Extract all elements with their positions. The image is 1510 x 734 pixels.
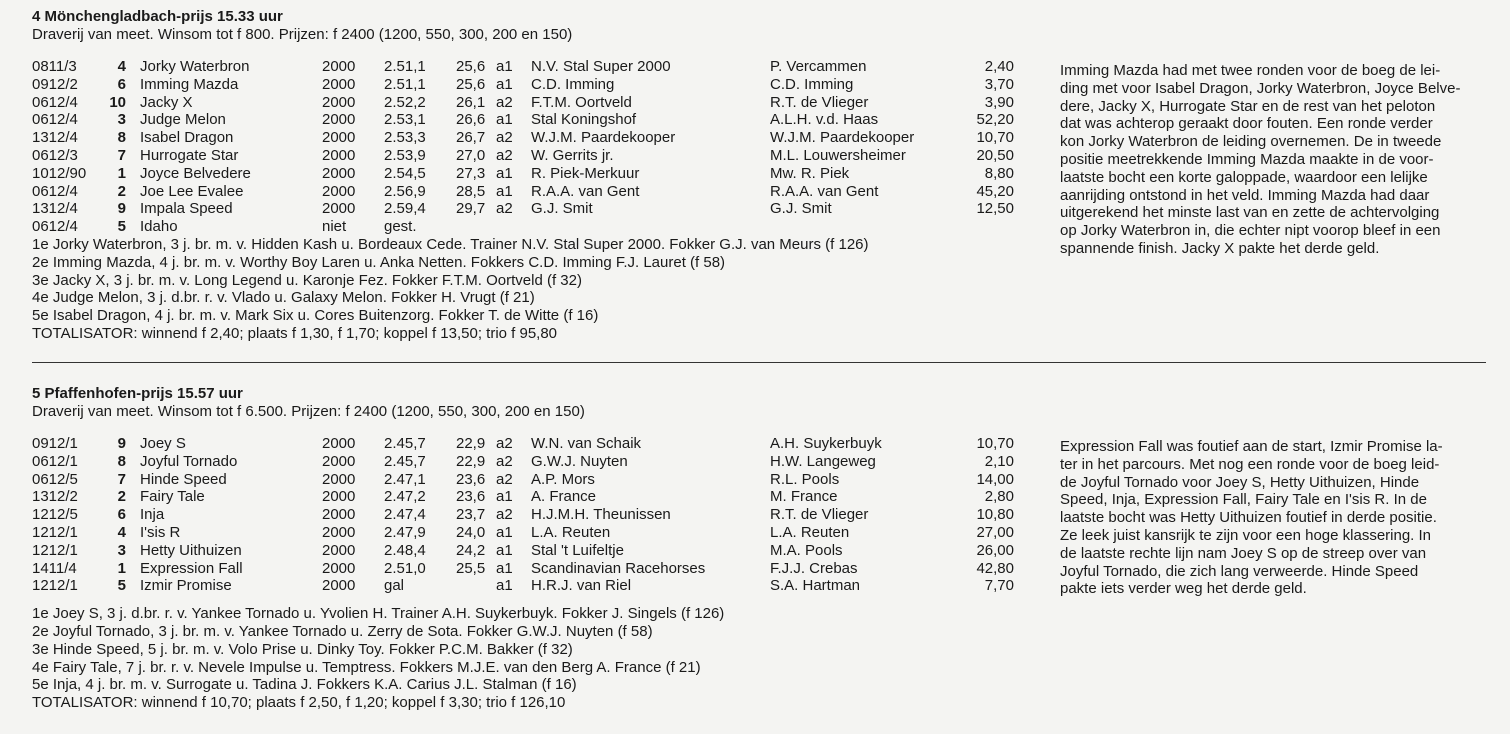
start-position: a1 — [496, 164, 513, 182]
race-time: 2.59,4 — [384, 200, 426, 218]
race-date-code: 0612/4 — [32, 182, 78, 200]
km-time: 27,0 — [456, 146, 486, 164]
driver: R.T. de Vlieger — [770, 506, 869, 524]
odds: 2,40 — [984, 58, 1014, 75]
odds: 26,00 — [976, 541, 1014, 559]
start-position: a2 — [496, 470, 513, 488]
horse-name: Isabel Dragon — [140, 129, 234, 147]
horse-name: Joe Lee Evalee — [140, 182, 244, 200]
driver: P. Vercammen — [770, 58, 867, 75]
driver: A.H. Suykerbuyk — [770, 435, 882, 452]
start-number: 4 — [117, 58, 126, 75]
km-time: 27,3 — [456, 164, 486, 182]
start-position: a2 — [496, 200, 513, 218]
driver: R.T. de Vlieger — [770, 93, 869, 111]
race-conditions: Draverij van meet. Winsom tot f 800. Prijzen: f 2400 (1200, 550, 300, 200 en 150) — [32, 26, 573, 43]
odds: 2,10 — [984, 452, 1014, 470]
km-time: 25,6 — [456, 58, 486, 75]
race-time: 2.51,1 — [384, 58, 426, 75]
start-position: a2 — [496, 129, 513, 147]
distance: 2000 — [322, 129, 356, 147]
distance: 2000 — [322, 435, 356, 452]
race-date-code: 1312/4 — [32, 200, 78, 218]
odds: 3,70 — [984, 75, 1014, 93]
placing-line: 2e Imming Mazda, 4 j. br. m. v. Worthy Boy Laren u. Anka Netten. Fokkers C.D. Imming F.J. Lauret (f 58) — [32, 253, 726, 271]
distance: 2000 — [322, 93, 356, 111]
totalisator-line: TOTALISATOR: winnend f 10,70; plaats f 2,50, f 1,20; koppel f 3,30; trio f 126,10 — [32, 694, 566, 712]
odds: 10,80 — [976, 506, 1014, 524]
odds: 12,50 — [976, 200, 1014, 218]
driver: L.A. Reuten — [770, 523, 850, 541]
owner: Scandinavian Racehorses — [531, 559, 706, 577]
owner: G.W.J. Nuyten — [531, 452, 628, 470]
race-time: gal — [384, 577, 405, 595]
odds: 42,80 — [976, 559, 1014, 577]
race-date-code: 0612/4 — [32, 111, 78, 129]
km-time: 23,6 — [456, 488, 486, 506]
race-time: 2.52,2 — [384, 93, 426, 111]
odds: 20,50 — [976, 146, 1014, 164]
owner: Stal 't Luifeltje — [531, 541, 624, 559]
distance: 2000 — [322, 111, 356, 129]
race-time: 2.45,7 — [384, 435, 426, 452]
distance: 2000 — [322, 488, 356, 506]
owner: G.J. Smit — [531, 200, 593, 218]
owner: N.V. Stal Super 2000 — [531, 58, 671, 75]
owner: A.P. Mors — [531, 470, 595, 488]
km-time: 29,7 — [456, 200, 486, 218]
race-conditions: Draverij van meet. Winsom tot f 6.500. Prijzen: f 2400 (1200, 550, 300, 200 en 150) — [32, 403, 585, 420]
distance: 2000 — [322, 58, 356, 75]
race-date-code: 0912/1 — [32, 435, 78, 452]
driver: Mw. R. Piek — [770, 164, 850, 182]
race-time: 2.45,7 — [384, 452, 426, 470]
race-time: 2.53,1 — [384, 111, 426, 129]
km-time: 25,5 — [456, 559, 486, 577]
distance: 2000 — [322, 182, 356, 200]
distance: niet — [322, 218, 347, 236]
distance: 2000 — [322, 75, 356, 93]
start-position: a1 — [496, 58, 513, 75]
owner: L.A. Reuten — [531, 523, 611, 541]
race-date-code: 1411/4 — [32, 559, 77, 577]
start-number: 2 — [117, 182, 126, 200]
race-time: 2.47,1 — [384, 470, 426, 488]
start-position: a1 — [496, 559, 513, 577]
start-number: 8 — [117, 452, 126, 470]
odds: 27,00 — [976, 523, 1014, 541]
odds: 3,90 — [984, 93, 1014, 111]
race-report: Expression Fall was foutief aan de start, Izmir Promise la- ter in het parcours. Met nog een ronde voor de boeg leid- de Joyful Tornado voor Joey S, Hetty Uithuizen, Hinde Speed, Inja, Expression Fall, Fairy Tale en I'sis R. In de laatste bocht was Hetty Uithuizen foutief in derde positie. Ze leek juist kansrijk te zijn voor een hoge klassering. In de laatste rechte lijn nam Joey S op de streep over van Joyful Tornado, die zich lang verweerde. Hinde Speed pakte iets verder weg het derde geld. — [1060, 438, 1443, 598]
start-position: a1 — [496, 182, 513, 200]
placing-line: 3e Hinde Speed, 5 j. br. m. v. Volo Prise u. Dinky Toy. Fokker P.C.M. Bakker (f 32) — [32, 640, 573, 658]
start-number: 8 — [117, 129, 126, 147]
horse-name: Jacky X — [140, 93, 193, 111]
distance: 2000 — [322, 577, 356, 595]
race-date-code: 1212/1 — [32, 577, 78, 595]
start-position: a2 — [496, 452, 513, 470]
driver: M. France — [770, 488, 838, 506]
start-number: 10 — [109, 93, 126, 111]
owner: F.T.M. Oortveld — [531, 93, 632, 111]
race-date-code: 1312/4 — [32, 129, 78, 147]
km-time: 24,2 — [456, 541, 486, 559]
driver: H.W. Langeweg — [770, 452, 876, 470]
horse-name: Hetty Uithuizen — [140, 541, 242, 559]
owner: W.N. van Schaik — [531, 435, 642, 452]
start-number: 9 — [117, 435, 126, 452]
start-position: a1 — [496, 75, 513, 93]
placing-line: 5e Isabel Dragon, 4 j. br. m. v. Mark Six u. Cores Buitenzorg. Fokker T. de Witte (f 16) — [32, 307, 599, 325]
race-date-code: 0612/1 — [32, 452, 78, 470]
start-position: a2 — [496, 93, 513, 111]
odds: 14,00 — [976, 470, 1014, 488]
driver: A.L.H. v.d. Haas — [770, 111, 879, 129]
distance: 2000 — [322, 541, 356, 559]
horse-name: Hinde Speed — [140, 470, 227, 488]
km-time: 26,7 — [456, 129, 486, 147]
odds: 10,70 — [976, 435, 1014, 452]
odds: 7,70 — [984, 577, 1014, 595]
race-title: 4 Mönchengladbach-prijs 15.33 uur — [32, 8, 283, 25]
race-date-code: 0612/4 — [32, 93, 78, 111]
race-date-code: 1312/2 — [32, 488, 78, 506]
race-time: 2.54,5 — [384, 164, 426, 182]
start-number: 1 — [117, 559, 126, 577]
race-time: 2.56,9 — [384, 182, 426, 200]
driver: G.J. Smit — [770, 200, 832, 218]
placing-line: 4e Judge Melon, 3 j. d.br. r. v. Vlado u. Galaxy Melon. Fokker H. Vrugt (f 21) — [32, 289, 535, 307]
km-time: 25,6 — [456, 75, 486, 93]
race-time: 2.47,9 — [384, 523, 426, 541]
placing-line: 5e Inja, 4 j. br. m. v. Surrogate u. Tadina J. Fokkers K.A. Carius J.L. Stalman (f 16) — [32, 676, 577, 694]
driver: R.L. Pools — [770, 470, 840, 488]
driver: M.L. Louwersheimer — [770, 146, 906, 164]
placing-line: 1e Jorky Waterbron, 3 j. br. m. v. Hidden Kash u. Bordeaux Cede. Trainer N.V. Stal Super 2000. Fokker G.J. van Meurs (f 126) — [32, 235, 869, 253]
race-date-code: 1212/1 — [32, 523, 78, 541]
distance: 2000 — [322, 146, 356, 164]
start-position: a1 — [496, 541, 513, 559]
driver: W.J.M. Paardekooper — [770, 129, 915, 147]
owner: C.D. Imming — [531, 75, 615, 93]
race-time: gest. — [384, 218, 417, 236]
race-date-code: 0612/4 — [32, 218, 78, 236]
race-time: 2.47,4 — [384, 506, 426, 524]
start-number: 7 — [117, 470, 126, 488]
owner: H.R.J. van Riel — [531, 577, 632, 595]
race-time: 2.48,4 — [384, 541, 426, 559]
owner: W. Gerrits jr. — [531, 146, 614, 164]
odds: 45,20 — [976, 182, 1014, 200]
km-time: 28,5 — [456, 182, 486, 200]
odds: 2,80 — [984, 488, 1014, 506]
start-number: 2 — [117, 488, 126, 506]
owner: Stal Koningshof — [531, 111, 637, 129]
start-number: 3 — [117, 111, 126, 129]
driver: S.A. Hartman — [770, 577, 861, 595]
owner: R.A.A. van Gent — [531, 182, 640, 200]
start-number: 9 — [117, 200, 126, 218]
distance: 2000 — [322, 506, 356, 524]
owner: W.J.M. Paardekooper — [531, 129, 676, 147]
owner: H.J.M.H. Theunissen — [531, 506, 671, 524]
owner: A. France — [531, 488, 597, 506]
km-time: 22,9 — [456, 452, 486, 470]
placing-line: 2e Joyful Tornado, 3 j. br. m. v. Yankee Tornado u. Zerry de Sota. Fokker G.W.J. Nuyten (f 58) — [32, 622, 653, 640]
totalisator-line: TOTALISATOR: winnend f 2,40; plaats f 1,30, f 1,70; koppel f 13,50; trio f 95,80 — [32, 324, 558, 342]
race-date-code: 0612/5 — [32, 470, 78, 488]
race-date-code: 0912/2 — [32, 75, 78, 93]
start-number: 6 — [117, 75, 126, 93]
km-time: 26,6 — [456, 111, 486, 129]
race-time: 2.47,2 — [384, 488, 426, 506]
horse-name: Jorky Waterbron — [140, 58, 250, 75]
start-position: a2 — [496, 506, 513, 524]
placing-line: 4e Fairy Tale, 7 j. br. r. v. Nevele Impulse u. Temptress. Fokkers M.J.E. van den Berg A. France (f 21) — [32, 658, 701, 676]
driver: C.D. Imming — [770, 75, 854, 93]
start-position: a2 — [496, 435, 513, 452]
start-number: 7 — [117, 146, 126, 164]
distance: 2000 — [322, 164, 356, 182]
start-number: 3 — [117, 541, 126, 559]
driver: R.A.A. van Gent — [770, 182, 879, 200]
placing-line: 3e Jacky X, 3 j. br. m. v. Long Legend u. Karonje Fez. Fokker F.T.M. Oortveld (f 32) — [32, 271, 582, 289]
distance: 2000 — [322, 523, 356, 541]
race-date-code: 1212/5 — [32, 506, 78, 524]
distance: 2000 — [322, 559, 356, 577]
driver: F.J.J. Crebas — [770, 559, 858, 577]
horse-name: Joyful Tornado — [140, 452, 238, 470]
start-number: 5 — [117, 577, 126, 595]
race-time: 2.53,3 — [384, 129, 426, 147]
start-number: 4 — [117, 523, 126, 541]
odds: 52,20 — [976, 111, 1014, 129]
km-time: 23,6 — [456, 470, 486, 488]
race-report: Imming Mazda had met twee ronden voor de boeg de lei- ding met voor Isabel Dragon, Jorky Waterbron, Joyce Belve- dere, Jacky X, Hurrogate Star en de rest van het peloton dat was achterop geraakt door fouten. Een ronde verder kon Jorky Waterbron de leiding overnemen. De in tweede positie meetrekkende Imming Mazda maakte in de voor- laatste bocht een korte galoppade, waardoor een lelijke aanrijding ontstond in het veld. Imming Mazda had daar uitgerekend het minste last van en zette de achtervolging op Jorky Waterbron in, die echter nipt voorop bleef in een spannende finish. Jacky X pakte het derde geld. — [1060, 62, 1461, 257]
horse-name: Izmir Promise — [140, 577, 232, 595]
horse-name: Joey S — [140, 435, 186, 452]
race-title: 5 Pfaffenhofen-prijs 15.57 uur — [32, 385, 243, 402]
section-divider — [32, 362, 1486, 363]
km-time: 22,9 — [456, 435, 486, 452]
km-time: 26,1 — [456, 93, 486, 111]
race-date-code: 0811/3 — [32, 58, 77, 75]
horse-name: Expression Fall — [140, 559, 243, 577]
horse-name: Idaho — [140, 218, 178, 236]
horse-name: Judge Melon — [140, 111, 226, 129]
race-date-code: 1212/1 — [32, 541, 78, 559]
start-position: a1 — [496, 523, 513, 541]
race-time: 2.53,9 — [384, 146, 426, 164]
race-time: 2.51,0 — [384, 559, 426, 577]
start-position: a1 — [496, 111, 513, 129]
placing-line: 1e Joey S, 3 j. d.br. r. v. Yankee Tornado u. Yvolien H. Trainer A.H. Suykerbuyk. Fokker J. Singels (f 126) — [32, 605, 725, 623]
horse-name: Joyce Belvedere — [140, 164, 251, 182]
odds: 10,70 — [976, 129, 1014, 147]
start-position: a2 — [496, 146, 513, 164]
distance: 2000 — [322, 200, 356, 218]
driver: M.A. Pools — [770, 541, 843, 559]
km-time: 24,0 — [456, 523, 486, 541]
odds: 8,80 — [984, 164, 1014, 182]
start-number: 6 — [117, 506, 126, 524]
horse-name: Inja — [140, 506, 165, 524]
start-number: 1 — [117, 164, 126, 182]
horse-name: Imming Mazda — [140, 75, 239, 93]
km-time: 23,7 — [456, 506, 486, 524]
horse-name: Impala Speed — [140, 200, 233, 218]
start-position: a1 — [496, 488, 513, 506]
horse-name: Fairy Tale — [140, 488, 205, 506]
race-time: 2.51,1 — [384, 75, 426, 93]
race-date-code: 1012/90 — [32, 164, 87, 182]
horse-name: Hurrogate Star — [140, 146, 239, 164]
distance: 2000 — [322, 452, 356, 470]
placings — [32, 605, 1492, 712]
owner: R. Piek-Merkuur — [531, 164, 640, 182]
horse-name: I'sis R — [140, 523, 181, 541]
distance: 2000 — [322, 470, 356, 488]
race-date-code: 0612/3 — [32, 146, 78, 164]
start-number: 5 — [117, 218, 126, 236]
start-position: a1 — [496, 577, 513, 595]
